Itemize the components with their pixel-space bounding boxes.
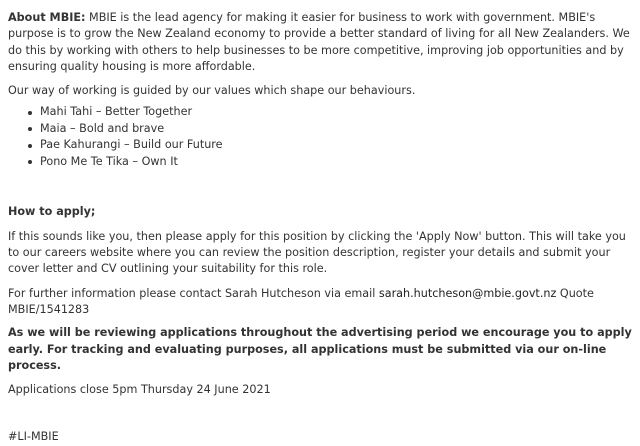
about-paragraph — [8, 10, 636, 75]
list-item: Pono Me Te Tika – Own It — [40, 154, 636, 171]
contact-suffix: Quote MBIE/1541283 — [8, 286, 594, 316]
contact-email: sarah.hutcheson@mbie.govt.nz — [378, 286, 557, 300]
hashtag: #LI-MBIE — [8, 430, 59, 444]
how-to-apply-text: If this sounds like you, then please apply for this position by clicking the 'Apply Now' button. This will take you to our careers website where you can review the position description, register your details and submit your cover letter and CV outlining your suitability for this role. — [8, 229, 626, 276]
contact-paragraph — [8, 286, 636, 319]
list-item: Maia – Bold and brave — [40, 121, 636, 138]
list-item: Mahi Tahi – Better Together — [40, 104, 636, 121]
application-note: As we will be reviewing applications throughout the advertising period we encourage you to apply early. For tracking and evaluating purposes, all applications must be submitted via our on-line process. — [8, 326, 632, 373]
contact-prefix: For further information please contact Sarah Hutcheson via email — [8, 286, 379, 300]
values-intro: Our way of working is guided by our values which shape our behaviours. — [8, 84, 416, 98]
job-description — [8, 10, 636, 446]
list-item: Pae Kahurangi – Build our Future — [40, 137, 636, 154]
how-to-apply-heading: How to apply; — [8, 205, 96, 219]
closing-date: Applications close 5pm Thursday 24 June 2021 — [8, 383, 271, 397]
about-label: About MBIE: — [8, 11, 86, 24]
values-list — [8, 104, 636, 170]
about-text: MBIE is the lead agency for making it easier for business to work with government. MBIE's purpose is to grow the New Zealand economy to provide a better standard of living for all New Zealanders. We do this by working with others to help businesses to be more competitive, improving job opportunities and by ensuring quality housing is more affordable. — [8, 11, 630, 73]
